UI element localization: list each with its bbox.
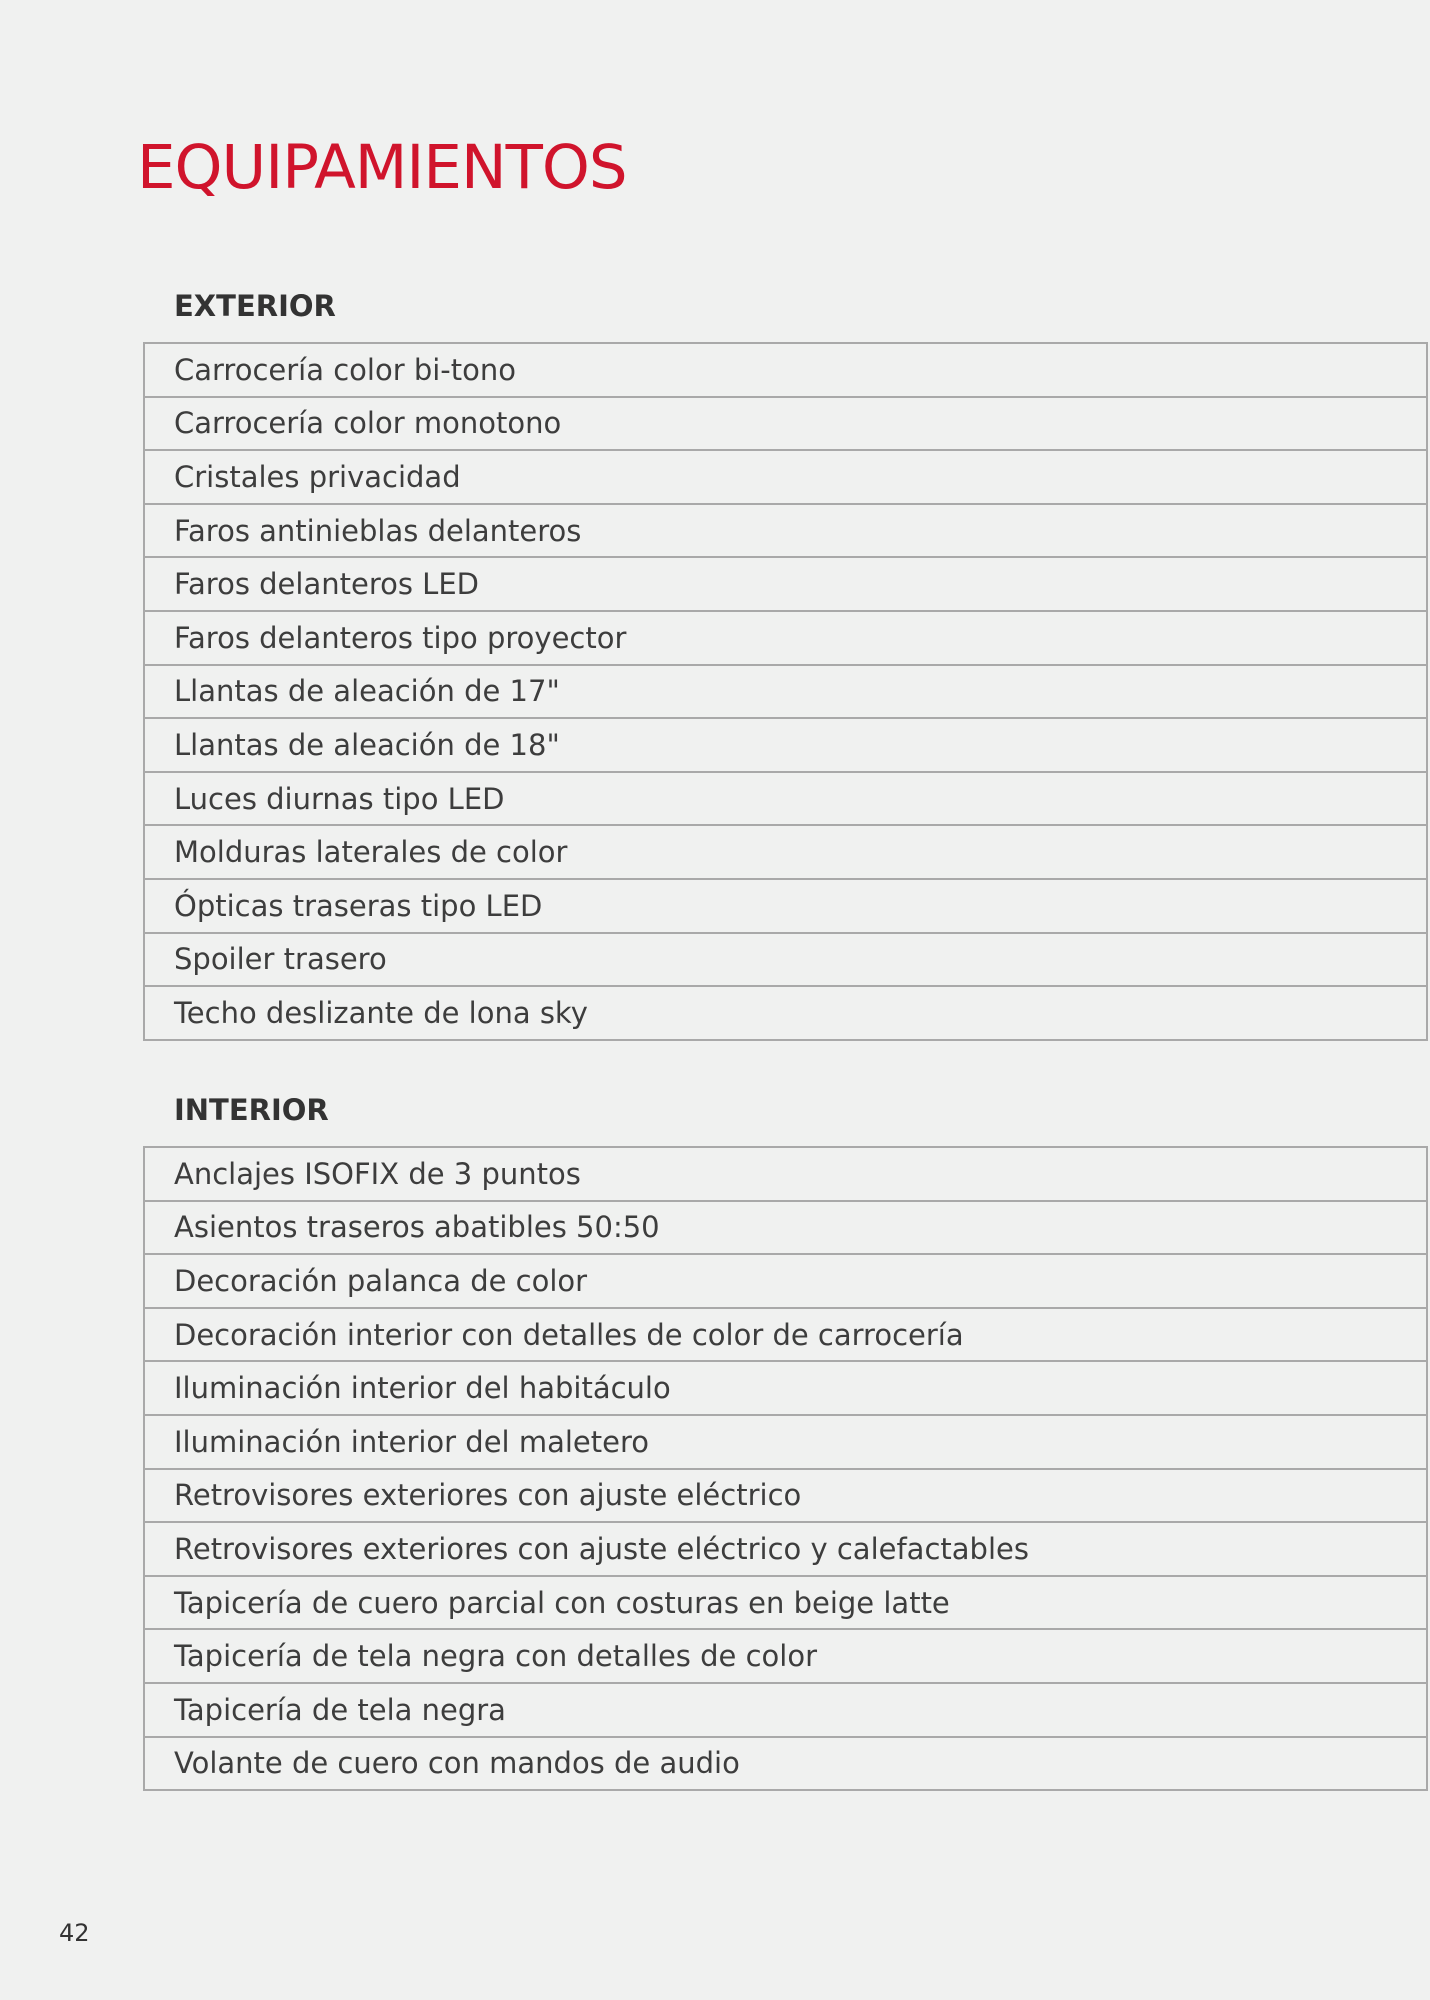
section-title-exterior: EXTERIOR bbox=[174, 289, 336, 323]
table-row: Molduras laterales de color bbox=[145, 826, 1426, 880]
section-title-interior: INTERIOR bbox=[174, 1093, 329, 1127]
table-row: Faros delanteros LED bbox=[145, 558, 1426, 612]
table-row: Iluminación interior del maletero bbox=[145, 1416, 1426, 1470]
table-row: Luces diurnas tipo LED bbox=[145, 773, 1426, 827]
table-row: Decoración interior con detalles de color de carrocería bbox=[145, 1309, 1426, 1363]
table-row: Faros delanteros tipo proyector bbox=[145, 612, 1426, 666]
page-number: 42 bbox=[59, 1919, 90, 1947]
table-row: Decoración palanca de color bbox=[145, 1255, 1426, 1309]
table-row: Retrovisores exteriores con ajuste eléctrico bbox=[145, 1470, 1426, 1524]
table-row: Spoiler trasero bbox=[145, 934, 1426, 988]
interior-equipment-table bbox=[143, 1146, 1428, 1791]
table-row: Llantas de aleación de 17" bbox=[145, 666, 1426, 720]
exterior-equipment-table bbox=[143, 342, 1428, 1041]
table-row: Anclajes ISOFIX de 3 puntos bbox=[145, 1148, 1426, 1202]
table-row: Asientos traseros abatibles 50:50 bbox=[145, 1202, 1426, 1256]
table-row: Faros antinieblas delanteros bbox=[145, 505, 1426, 559]
table-row: Carrocería color bi-tono bbox=[145, 344, 1426, 398]
table-row: Ópticas traseras tipo LED bbox=[145, 880, 1426, 934]
table-row: Tapicería de cuero parcial con costuras en beige latte bbox=[145, 1577, 1426, 1631]
table-row: Tapicería de tela negra bbox=[145, 1684, 1426, 1738]
table-row: Retrovisores exteriores con ajuste eléctrico y calefactables bbox=[145, 1523, 1426, 1577]
table-row: Techo deslizante de lona sky bbox=[145, 987, 1426, 1041]
table-row: Cristales privacidad bbox=[145, 451, 1426, 505]
table-row: Tapicería de tela negra con detalles de color bbox=[145, 1630, 1426, 1684]
page-title: EQUIPAMIENTOS bbox=[137, 132, 627, 203]
table-row: Llantas de aleación de 18" bbox=[145, 719, 1426, 773]
table-row: Volante de cuero con mandos de audio bbox=[145, 1738, 1426, 1792]
table-row: Carrocería color monotono bbox=[145, 398, 1426, 452]
table-row: Iluminación interior del habitáculo bbox=[145, 1362, 1426, 1416]
